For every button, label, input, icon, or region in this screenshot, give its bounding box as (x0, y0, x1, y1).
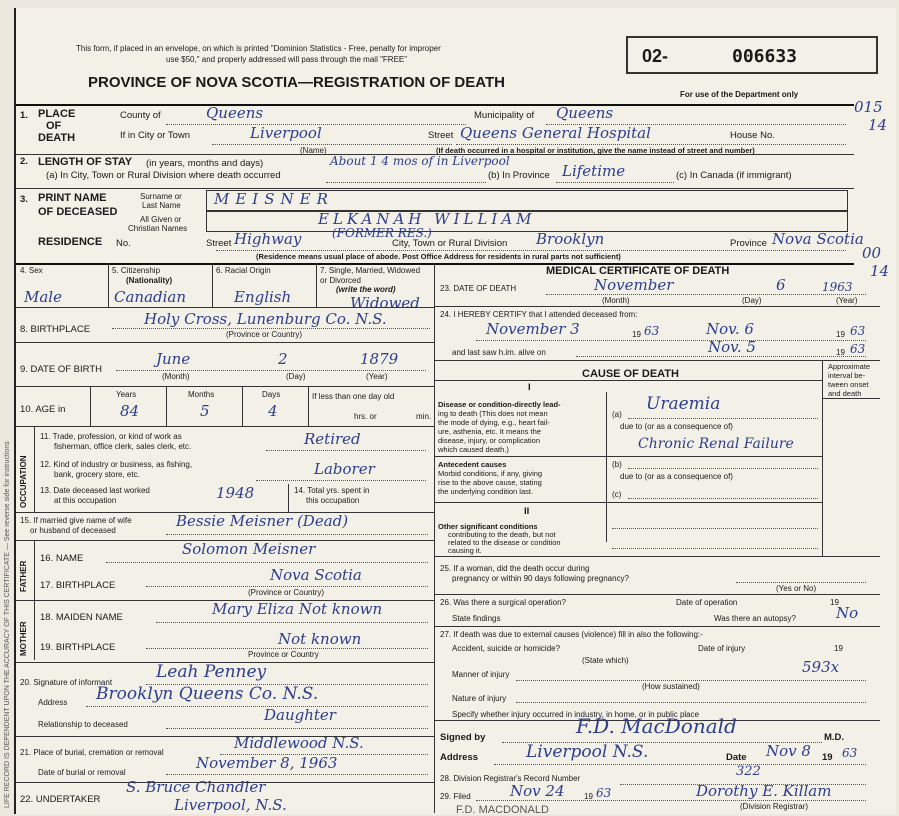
former-residence-note: (FORMER RES.) (332, 226, 432, 240)
mother-side-label: MOTHER (19, 621, 28, 656)
sidebar-instructions: LIFE RECORD IS DEPENDENT UPON THE ACCURACY OF THIS CERTIFICATE — See reverse side for instructions (4, 441, 11, 808)
physician-address-value: Liverpool N.S. (526, 742, 649, 762)
interval-header-4: and death (828, 389, 862, 398)
q25-yesno-caption: (Yes or No) (776, 584, 817, 593)
autopsy-label: Was there an autopsy? (714, 614, 796, 623)
direct-cause-label-5: disease, injury, or complication (438, 436, 540, 445)
part-one-label: I (528, 382, 531, 393)
dob-year: 1879 (360, 350, 399, 368)
residence-province-label: Province (730, 238, 767, 249)
burial-place-label: 21. Place of burial, cremation or removal (20, 748, 164, 757)
residence-street-label: Street (206, 238, 232, 249)
residence-city-value: Brooklyn (536, 230, 605, 248)
spouse-label-1: 15. If married give name of wife (20, 516, 132, 525)
undertaker-label: 22. UNDERTAKER (20, 794, 101, 805)
direct-cause-label-1: Disease or condition-directly lead- (438, 400, 561, 409)
s2-label-sub: (in years, months and days) (146, 158, 264, 169)
total-years-label-1: 14. Total yrs. spent in (294, 486, 370, 495)
dob-day: 2 (278, 350, 288, 368)
physician-printed-name: F.D. MACDONALD (456, 804, 549, 816)
racial-origin-label: 6. Racial Origin (216, 266, 271, 275)
burial-date-label: Date of burial or removal (38, 768, 126, 777)
trade-label-1: 11. Trade, profession, or kind of work as (40, 432, 182, 441)
last-saw-label: and last saw h.im. alive on (452, 348, 546, 357)
marital-status-sub: (write the word) (336, 285, 396, 294)
department-code-3: 00 (862, 244, 882, 262)
dod-year-caption: (Year) (836, 296, 858, 305)
attended-to-year-prefix: 19 (836, 330, 845, 339)
antecedent-label-1: Antecedent causes (438, 460, 507, 469)
residence-no-label: No. (116, 238, 131, 249)
s2-a-value: About 1 4 mos of in Liverpool (330, 154, 510, 168)
form-title: PROVINCE OF NOVA SCOTIA—REGISTRATION OF DEATH (88, 74, 505, 91)
cause-b-letter: (b) (612, 460, 622, 469)
dob-label: 9. DATE OF BIRTH (20, 364, 102, 375)
dod-day: 6 (776, 276, 786, 294)
s3-number: 3. (20, 194, 28, 205)
undertaker-value-1: S. Bruce Chandler (126, 778, 266, 796)
cause-of-death-header: CAUSE OF DEATH (582, 368, 679, 380)
injury-year-prefix: 19 (834, 644, 843, 653)
interval-header-3: tween onset (828, 380, 869, 389)
citizenship-label: 5. Citizenship (112, 266, 161, 275)
burial-date-value: November 8, 1963 (196, 754, 338, 772)
date-of-death-label: 23. DATE OF DEATH (440, 284, 517, 293)
trade-label-2: fisherman, office clerk, sales clerk, etc. (54, 442, 192, 451)
medical-certificate-header: MEDICAL CERTIFICATE OF DEATH (546, 265, 730, 277)
other-conditions-label-3: related to the disease or condition (448, 538, 561, 547)
accident-label: Accident, suicide or homicide? (452, 644, 561, 653)
registrar-record-value: 322 (736, 764, 761, 779)
attended-from: November 3 (486, 320, 580, 338)
given-names-value: ELKANAH WILLIAM (318, 210, 536, 228)
q25-label-2: pregnancy or within 90 days following pregnancy? (452, 574, 629, 583)
attended-to: Nov. 6 (706, 320, 754, 338)
dob-month-caption: (Month) (162, 372, 190, 381)
dob-month: June (156, 350, 191, 368)
house-number-label: House No. (730, 130, 775, 141)
given-names-label-2: Christian Names (128, 224, 188, 233)
department-code-1: 015 (854, 98, 883, 116)
dob-day-caption: (Day) (286, 372, 306, 381)
city-name-caption: (Name) (300, 146, 327, 155)
s1-label-2: OF (46, 120, 62, 132)
certify-label: 24. I HEREBY CERTIFY that I attended deceased from: (440, 310, 638, 319)
autopsy-value: No (836, 604, 859, 622)
last-saw-year-prefix: 19 (836, 348, 845, 357)
age-years-value: 84 (120, 402, 140, 420)
marital-status-value: Widowed (350, 294, 420, 312)
street-label: Street (428, 130, 454, 141)
age-days-label: Days (262, 390, 281, 399)
other-conditions-label-4: causing it. (448, 546, 482, 555)
cause-a-value: Uraemia (646, 394, 721, 414)
industry-value: Laborer (314, 460, 375, 478)
part-two-label: II (524, 506, 530, 517)
manner-label: Manner of injury (452, 670, 510, 679)
less-than-day-label: If less than one day old (312, 392, 395, 401)
physician-date-value: Nov 8 (766, 742, 811, 760)
marital-status-label: 7. Single, Married, Widowed or Divorced (320, 266, 421, 285)
antecedent-label-2: Morbid conditions, if any, giving (438, 469, 543, 478)
county-value: Queens (206, 104, 264, 122)
trade-value: Retired (304, 430, 361, 448)
total-years-label-2: this occupation (306, 496, 360, 505)
municipality-value: Queens (556, 104, 614, 122)
mother-maiden-value: Mary Eliza Not known (212, 600, 383, 618)
mother-birthplace-label: 19. BIRTHPLACE (40, 642, 116, 653)
cause-a-due-to: due to (or as a consequence of) (620, 422, 733, 431)
residence-note: (Residence means usual place of abode. Post Office Address for residents in rural parts not sufficient) (256, 252, 621, 261)
last-worked-label-2: at this occupation (54, 496, 117, 505)
birthplace-caption: (Province or Country) (226, 330, 303, 339)
s1-label-3: DEATH (38, 132, 76, 144)
spouse-label-2: or husband of deceased (30, 526, 116, 535)
municipality-label: Municipality of (474, 110, 535, 121)
city-label: If in City or Town (120, 130, 191, 141)
dod-month-caption: (Month) (602, 296, 630, 305)
other-conditions-label-2: contributing to the death, but not (448, 530, 556, 539)
direct-cause-label-2: ing to death (This does not mean (438, 409, 548, 418)
father-side-label: FATHER (19, 560, 28, 592)
q25-label-1: 25. If a woman, did the death occur during (440, 564, 590, 573)
s2-b-value: Lifetime (562, 162, 626, 180)
father-birthplace-value: Nova Scotia (270, 566, 362, 584)
s2-c-label: (c) In Canada (if immigrant) (676, 170, 792, 181)
hospital-note: (If death occurred in a hospital or institution, give the name instead of street and number) (436, 146, 755, 155)
s2-label: LENGTH OF STAY (38, 156, 133, 168)
informant-address-label: Address (38, 698, 68, 707)
county-label: County of (120, 110, 161, 121)
age-label: 10. AGE in (20, 404, 66, 415)
interval-header-2: interval be- (828, 371, 866, 380)
last-worked-label-1: 13. Date deceased last worked (40, 486, 150, 495)
registrar-signature: Dorothy E. Killam (696, 782, 832, 800)
birthplace-label: 8. BIRTHPLACE (20, 324, 91, 335)
registrar-caption: (Division Registrar) (740, 802, 809, 811)
signed-by-label: Signed by (440, 732, 486, 743)
residence-city-label: City, Town or Rural Division (392, 238, 508, 249)
sex-value: Male (24, 288, 62, 306)
attended-to-year: 63 (850, 324, 866, 338)
death-registration-form (4, 8, 896, 816)
cause-a-letter: (a) (612, 410, 622, 419)
attended-from-year: 63 (644, 324, 660, 338)
s3-label-1: PRINT NAME (38, 192, 107, 204)
injury-date-label: Date of injury (698, 644, 746, 653)
department-use-caption: For use of the Department only (680, 90, 799, 99)
injury-code: 593x (802, 658, 840, 676)
registration-number: 006633 (732, 46, 798, 67)
informant-address-value: Brooklyn Queens Co. N.S. (96, 684, 319, 704)
age-months-value: 5 (200, 402, 210, 420)
dod-year: 1963 (822, 280, 853, 294)
industry-label-1: 12. Kind of industry or business, as fishing, (40, 460, 193, 469)
filed-year-prefix: 19 (584, 792, 593, 801)
age-days-value: 4 (268, 402, 278, 420)
filed-label: 29. Filed (440, 792, 471, 801)
surname-label-1: Surname or (140, 192, 182, 201)
mail-notice-line1: This form, if placed in an envelope, on which is printed "Dominion Statistics - Free, penalty for improper (76, 44, 441, 53)
relationship-label: Relationship to deceased (38, 720, 128, 729)
mother-birthplace-caption: Province or Country (248, 650, 319, 659)
filed-year: 63 (596, 786, 612, 800)
burial-place-value: Middlewood N.S. (234, 734, 364, 752)
direct-cause-label-3: the mode of dying, e.g., heart fail- (438, 418, 550, 427)
operation-date-label: Date of operation (676, 598, 738, 607)
citizenship-value: Canadian (114, 288, 187, 306)
street-value: Queens General Hospital (460, 124, 651, 142)
citizenship-sub: (Nationality) (126, 276, 173, 285)
direct-cause-label-4: ure, asthenia, etc. It means the (438, 427, 541, 436)
mail-notice-line2: use $50," and properly addressed will pass through the mail "FREE" (166, 55, 408, 64)
registrar-record-label: 28. Division Registrar's Record Number (440, 774, 581, 783)
dob-year-caption: (Year) (366, 372, 388, 381)
s2-b-label: (b) In Province (488, 170, 550, 181)
how-sustained-caption: (How sustained) (642, 682, 700, 691)
s3-label-2: OF DECEASED (38, 206, 118, 218)
s1-number: 1. (20, 110, 28, 121)
registration-prefix: 02- (642, 46, 669, 66)
q26-label: 26. Was there a surgical operation? (440, 598, 566, 607)
informant-signature-label: 20. Signature of informant (20, 678, 113, 687)
father-name-label: 16. NAME (40, 553, 84, 564)
cause-b-value: Chronic Renal Failure (638, 436, 794, 452)
father-name-value: Solomon Meisner (182, 540, 316, 558)
s2-number: 2. (20, 156, 28, 167)
department-code-2: 14 (868, 116, 888, 134)
q27-label: 27. If death was due to external causes (violence) fill in also the following:- (440, 630, 703, 639)
direct-cause-label-6: which caused death.) (438, 445, 509, 454)
given-names-label-1: All Given or (140, 215, 182, 224)
city-value: Liverpool (250, 124, 322, 142)
residence-label: RESIDENCE (38, 236, 103, 248)
residence-province-value: Nova Scotia (772, 230, 864, 248)
informant-signature-value: Leah Penney (156, 662, 267, 682)
s2-a-label: (a) In City, Town or Rural Division where death occurred (46, 170, 281, 181)
physician-address-label: Address (440, 752, 479, 763)
occupation-side-label: OCCUPATION (19, 455, 28, 508)
s1-label-1: PLACE (38, 108, 76, 120)
last-worked-value: 1948 (216, 484, 255, 502)
last-saw-year: 63 (850, 342, 866, 356)
cause-c-letter: (c) (612, 490, 622, 499)
hours-label: hrs. or (354, 412, 377, 421)
spouse-value: Bessie Meisner (Dead) (176, 512, 349, 530)
age-years-label: Years (116, 390, 137, 399)
relationship-value: Daughter (264, 706, 336, 724)
dod-day-caption: (Day) (742, 296, 762, 305)
racial-origin-value: English (234, 288, 292, 306)
antecedent-label-4: the underlying condition last. (438, 487, 534, 496)
physician-year-prefix: 19 (822, 752, 833, 763)
sex-label: 4. Sex (20, 266, 43, 275)
surname-value: MEISNER (214, 190, 334, 208)
mother-maiden-label: 18. MAIDEN NAME (40, 612, 123, 623)
residence-street-value: Highway (234, 230, 302, 248)
state-which-caption: (State which) (582, 656, 629, 665)
mother-birthplace-value: Not known (278, 630, 362, 648)
signed-by-value: F.D. MacDonald (576, 714, 737, 738)
department-code-4: 14 (870, 262, 890, 280)
undertaker-value-2: Liverpool, N.S. (174, 796, 287, 814)
minutes-label: min. (416, 412, 432, 421)
interval-header-1: Approximate (828, 362, 871, 371)
md-label: M.D. (824, 732, 845, 743)
specify-label: Specify whether injury occurred in industry, in home, or in public place (452, 710, 700, 719)
other-conditions-label-1: Other significant conditions (438, 522, 538, 531)
father-birthplace-caption: (Province or Country) (248, 588, 325, 597)
father-birthplace-label: 17. BIRTHPLACE (40, 580, 116, 591)
physician-date-year: 63 (842, 746, 858, 760)
antecedent-label-3: rise to the above cause, stating (438, 478, 542, 487)
attended-from-year-prefix: 19 (632, 330, 641, 339)
surname-label-2: Last Name (142, 201, 181, 210)
state-findings-label: State findings (452, 614, 501, 623)
operation-year-prefix: 19 (830, 598, 839, 607)
last-saw-value: Nov. 5 (708, 338, 756, 356)
cause-b-due-to: due to (or as a consequence of) (620, 472, 733, 481)
nature-label: Nature of injury (452, 694, 507, 703)
physician-date-label: Date (726, 752, 747, 763)
dod-month: November (594, 276, 674, 294)
filed-value: Nov 24 (510, 782, 565, 800)
birthplace-value: Holy Cross, Lunenburg Co. N.S. (144, 310, 387, 328)
industry-label-2: bank, grocery store, etc. (54, 470, 140, 479)
age-months-label: Months (188, 390, 215, 399)
